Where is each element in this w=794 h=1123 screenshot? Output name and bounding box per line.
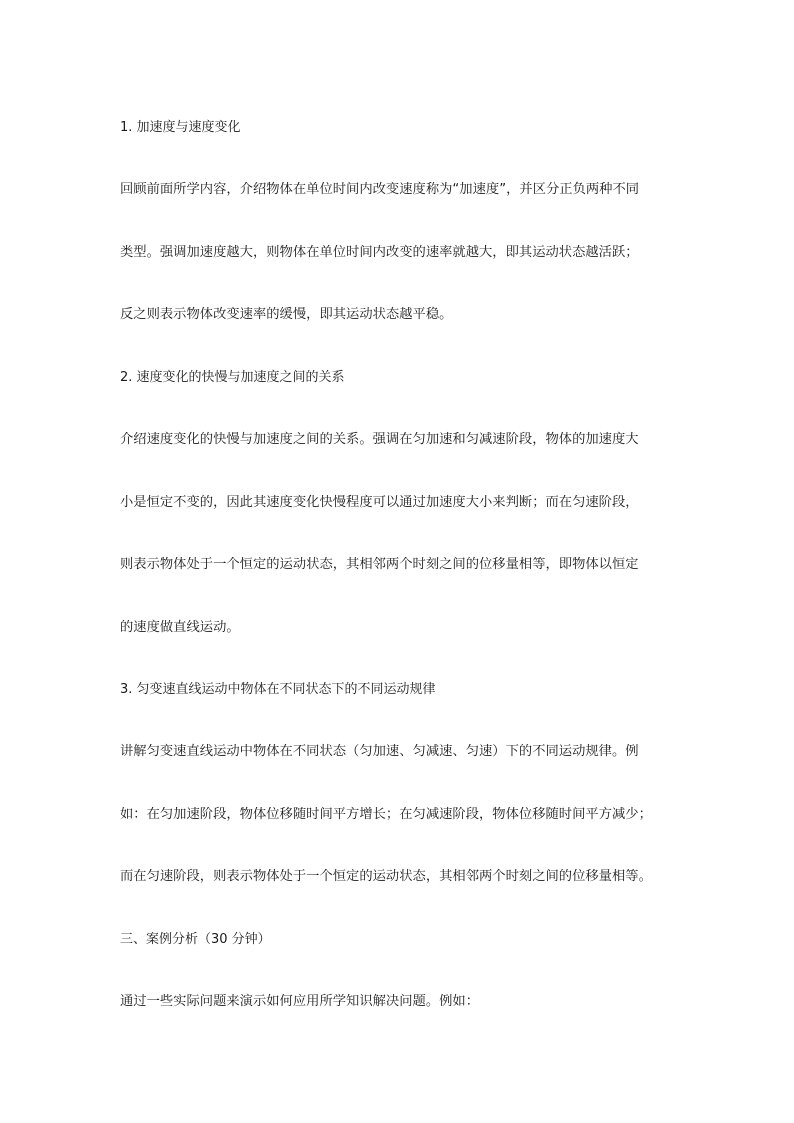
section-heading-1: 1. 加速度与速度变化 — [120, 120, 241, 135]
paragraph-line: 反之则表示物体改变速率的缓慢，即其运动状态越平稳。 — [120, 307, 453, 322]
section-heading-2: 2. 速度变化的快慢与加速度之间的关系 — [120, 370, 345, 385]
paragraph-line: 介绍速度变化的快慢与加速度之间的关系。强调在匀加速和匀减速阶段，物体的加速度大 — [120, 432, 639, 447]
paragraph-line: 讲解匀变速直线运动中物体在不同状态（匀加速、匀减速、匀速）下的不同运动规律。例 — [120, 744, 639, 759]
paragraph-line: 小是恒定不变的，因此其速度变化快慢程度可以通过加速度大小来判断；而在匀速阶段， — [120, 495, 639, 510]
paragraph-line: 类型。强调加速度越大，则物体在单位时间内改变的速率就越大，即其运动状态越活跃； — [120, 245, 639, 260]
paragraph-line: 如：在匀加速阶段，物体位移随时间平方增长；在匀减速阶段，物体位移随时间平方减少； — [120, 807, 652, 822]
paragraph-line: 的速度做直线运动。 — [120, 620, 240, 635]
paragraph-line: 回顾前面所学内容，介绍物体在单位时间内改变速度称为“加速度”，并区分正负两种不同 — [120, 182, 640, 197]
paragraph-line: 则表示物体处于一个恒定的运动状态，其相邻两个时刻之间的位移量相等，即物体以恒定 — [120, 557, 639, 572]
paragraph-line: 而在匀速阶段，则表示物体处于一个恒定的运动状态，其相邻两个时刻之间的位移量相等。 — [120, 869, 652, 884]
section-heading-3: 3. 匀变速直线运动中物体在不同状态下的不同运动规律 — [120, 682, 436, 697]
section-heading-case-analysis: 三、案例分析（30 分钟） — [120, 932, 271, 947]
paragraph-line: 通过一些实际问题来演示如何应用所学知识解决问题。例如： — [120, 994, 480, 1009]
